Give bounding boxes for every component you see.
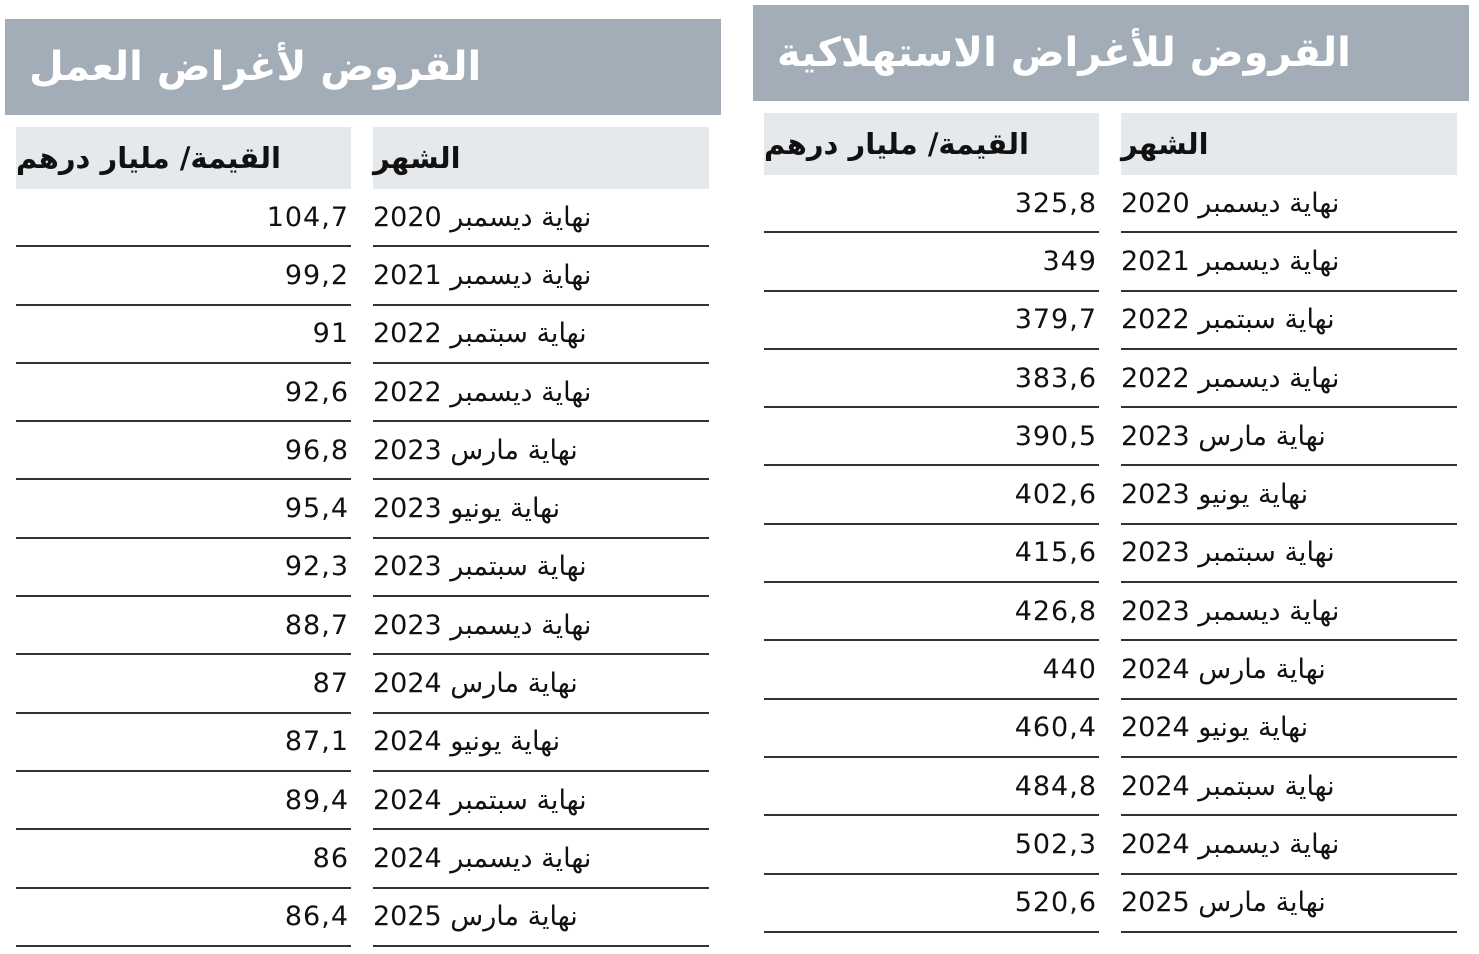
value-cell: 95,4 xyxy=(16,480,351,538)
consumer-loans-title-bar xyxy=(753,5,1469,101)
business-loans-title: القروض لأغراض العمل xyxy=(29,44,482,90)
value-cell: 92,6 xyxy=(16,364,351,422)
month-cell: نهاية مارس 2023 xyxy=(1121,408,1457,466)
value-header: القيمة/ مليار درهم xyxy=(16,127,351,189)
month-cell: نهاية ديسمبر 2021 xyxy=(1121,233,1457,291)
value-cell: 484,8 xyxy=(764,758,1099,816)
month-cell: نهاية ديسمبر 2020 xyxy=(373,189,709,247)
value-column xyxy=(764,113,1099,933)
month-header: الشهر xyxy=(373,127,709,189)
value-cell: 460,4 xyxy=(764,700,1099,758)
value-cell: 87 xyxy=(16,655,351,713)
value-column xyxy=(16,127,351,947)
value-cell: 520,6 xyxy=(764,875,1099,933)
value-cell: 383,6 xyxy=(764,350,1099,408)
value-cell: 426,8 xyxy=(764,583,1099,641)
value-cell: 91 xyxy=(16,306,351,364)
value-cell: 87,1 xyxy=(16,714,351,772)
month-cell: نهاية سبتمبر 2024 xyxy=(1121,758,1457,816)
value-cell: 440 xyxy=(764,641,1099,699)
value-cell: 86,4 xyxy=(16,889,351,947)
consumer-loans-title: القروض للأغراض الاستهلاكية xyxy=(777,30,1351,76)
value-cell: 379,7 xyxy=(764,292,1099,350)
value-cell: 96,8 xyxy=(16,422,351,480)
month-cell: نهاية سبتمبر 2022 xyxy=(373,306,709,364)
value-cell: 88,7 xyxy=(16,597,351,655)
value-cell: 349 xyxy=(764,233,1099,291)
value-header: القيمة/ مليار درهم xyxy=(764,113,1099,175)
value-cell: 402,6 xyxy=(764,466,1099,524)
value-cell: 390,5 xyxy=(764,408,1099,466)
month-header: الشهر xyxy=(1121,113,1457,175)
month-cell: نهاية يونيو 2023 xyxy=(373,480,709,538)
month-cell: نهاية يونيو 2024 xyxy=(373,714,709,772)
consumer-loans-panel xyxy=(753,5,1469,919)
value-cell: 86 xyxy=(16,830,351,888)
month-cell: نهاية ديسمبر 2023 xyxy=(1121,583,1457,641)
value-cell: 104,7 xyxy=(16,189,351,247)
month-cell: نهاية ديسمبر 2022 xyxy=(1121,350,1457,408)
month-cell: نهاية يونيو 2024 xyxy=(1121,700,1457,758)
month-cell: نهاية سبتمبر 2022 xyxy=(1121,292,1457,350)
month-cell: نهاية سبتمبر 2023 xyxy=(1121,525,1457,583)
business-loans-title-bar xyxy=(5,19,721,115)
month-cell: نهاية ديسمبر 2022 xyxy=(373,364,709,422)
month-column xyxy=(373,127,709,947)
value-cell: 325,8 xyxy=(764,175,1099,233)
value-cell: 99,2 xyxy=(16,247,351,305)
month-cell: نهاية مارس 2025 xyxy=(1121,875,1457,933)
month-cell: نهاية ديسمبر 2020 xyxy=(1121,175,1457,233)
month-cell: نهاية ديسمبر 2024 xyxy=(1121,816,1457,874)
month-cell: نهاية ديسمبر 2021 xyxy=(373,247,709,305)
month-cell: نهاية ديسمبر 2023 xyxy=(373,597,709,655)
value-cell: 92,3 xyxy=(16,539,351,597)
month-cell: نهاية سبتمبر 2023 xyxy=(373,539,709,597)
month-cell: نهاية مارس 2024 xyxy=(373,655,709,713)
month-column xyxy=(1121,113,1457,933)
month-cell: نهاية مارس 2024 xyxy=(1121,641,1457,699)
value-cell: 415,6 xyxy=(764,525,1099,583)
value-cell: 89,4 xyxy=(16,772,351,830)
business-loans-panel xyxy=(5,19,721,933)
month-cell: نهاية سبتمبر 2024 xyxy=(373,772,709,830)
month-cell: نهاية مارس 2023 xyxy=(373,422,709,480)
month-cell: نهاية مارس 2025 xyxy=(373,889,709,947)
month-cell: نهاية ديسمبر 2024 xyxy=(373,830,709,888)
value-cell: 502,3 xyxy=(764,816,1099,874)
month-cell: نهاية يونيو 2023 xyxy=(1121,466,1457,524)
